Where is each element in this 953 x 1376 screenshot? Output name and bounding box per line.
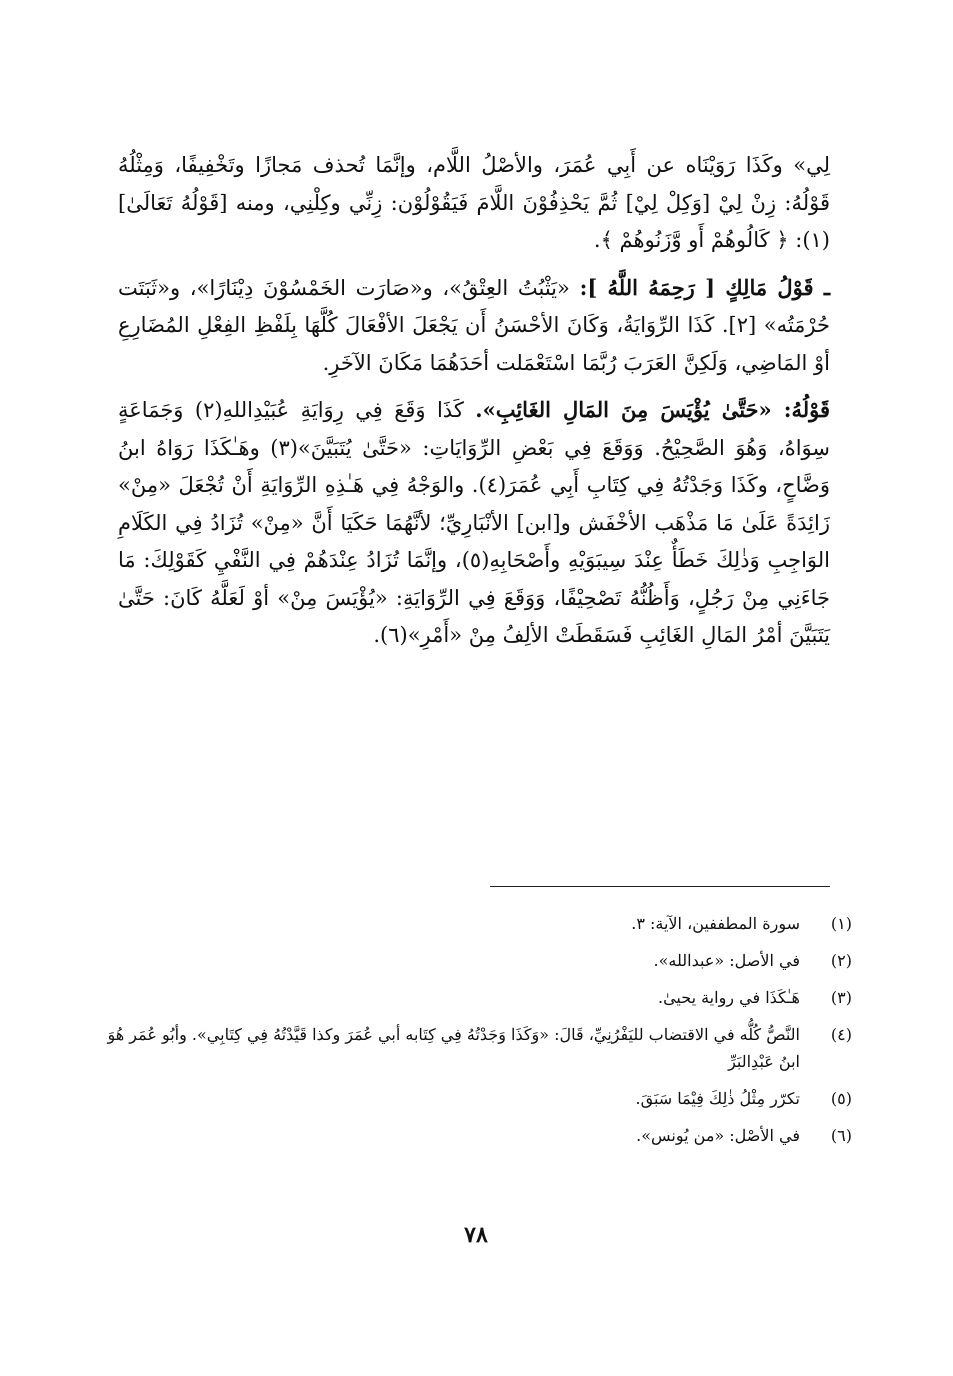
footnote-text: النَّصُّ كُلُّه في الاقتضاب لليَفْرُنِيِّ، قَالَ: «وَكَذَا وَجَدْتُهُ فِي كِتَابه أبي عُمَرَ وكذا قَيَّدْتُهُ فِي كِتَابِي». وأبُو عُمَر هُوَ ابنُ عَبْدِالبَرِّ [107,1025,800,1071]
footnote-number: (٣) [830,988,852,1007]
footnote-text: في الأصْل: «من يُونس». [636,1126,800,1145]
footnote-number: (١) [830,914,852,933]
footnote [100,1021,852,1075]
paragraph-3-text: كَذَا وَقَعَ فِي رِوَايَةِ عُبَيْدِاللهِ(٢) وَجَمَاعَةٍ سِوَاهُ، وَهُوَ الصَّحِيْحُ. وَوَقَعَ فِي بَعْضِ الرِّوَايَاتِ: «حَتَّىٰ يُتَبَيَّنَ»(٣) وهَـٰكَذَا رَوَاهُ ابنُ وَضَّاحٍ، وكَذَا وَجَدْتُهُ فِي كِتَابِ أَبِي عُمَرَ(٤). والوَجْهُ فِي هَـٰذِهِ الرِّوَايَةِ أَنْ تُجْعَلَ «مِنْ» زَائِدَةً عَلَىٰ مَا مَذْهَب الأخْفَش و[ابن] الأنْبَارِيِّ؛ لأنَّهُمَا حَكَيَا أَنَّ «مِنْ» تُزَادُ فِي الكَلَامِ الوَاجِبِ وَذٰلِكَ خَطَأٌ عِنْدَ سِيبَوَيْهِ وأَصْحَابِهِ(٥)، وإنَّمَا تُزَادُ عِنْدَهُمْ فِي النَّفْيِ كَقَوْلِكَ: مَا جَاءَنِي مِنْ رَجُلٍ، وَأَظُنُّهُ تَصْحِيْفًا، وَوَقَعَ فِي الرِّوَايَةِ: «يُؤْيَسَ مِنْ» أوْ لَعَلَّهُ كَانَ: حَتَّىٰ يَتَبَيَّنَ أمْرُ المَالِ الغَائِبِ فَسَقَطَتْ الألِفُ مِنْ «أَمْرِ»(٦). [118,398,830,647]
footnote [100,1085,852,1112]
footnote [100,910,852,937]
paragraph-2-text: «يَثْبُتُ العِتْقُ»، و«صَارَت الخَمْسُوْنَ دِيْنَارًا»، و«ثَبَتَت حُرْمَتُه» [٢]. كَذَا الرِّوَايَةُ، وَكَانَ الأحْسَنُ أَن يَجْعَلَ الأفْعَالَ كُلَّهَا بِلَفْظِ الفِعْلِ المُضَارِعِ أوْ المَاضِي، وَلَكِنَّ العَرَبَ رُبَّمَا اسْتَعْمَلت أحَدَهُمَا مَكَانَ الآخَرِ. [118,275,830,375]
paragraph-1-text: لِي» وكَذَا رَوَيْنَاه عن أَبِي عُمَرَ، والأصْلُ اللَّام، وإنَّمَا تُحذف مَجازًا وتَخْفِيفًا، وَمِثْلُهُ قَوْلُهُ: زِنْ لِيْ [وَكِلْ لِيْ] ثُمَّ يَحْذِفُوْنَ اللَّامَ فَيَقُوْلُوْن: زِنِّي وكِلْنِي، ومنه [قَوْلُهُ تَعَالَىٰ](١): ﴿ كَالُوهُمْ أَو وَّزَنُوهُمْ ﴾. [118,153,830,252]
footnote-text: هَـٰكَذَا في رواية يحيىٰ. [657,988,800,1007]
footnote-text: في الأصل: «عبدالله». [653,951,800,970]
footnote [100,1122,852,1149]
page-number: ٧٨ [464,1222,488,1248]
footnote-text: تكرّر مِثْلُ ذٰلِكَ فِيْمَا سَبَقَ. [635,1089,800,1108]
footnote [100,984,852,1011]
paragraph-3-lead: قَوْلُهُ: «حَتَّىٰ يُؤْيَسَ مِنَ المَالِ الغَائِبِ». [475,397,830,422]
paragraph-2-lead: ـ قَوْلُ مَالِكٍ [ رَحِمَهُ اللَّهُ ]: [579,274,830,300]
footnote-divider [490,886,830,887]
paragraph-2 [118,269,830,383]
footnote-number: (٤) [830,1025,852,1044]
footnote-number: (٢) [830,951,852,970]
footnotes [100,910,852,1159]
main-text [118,146,830,655]
footnote-number: (٥) [830,1089,852,1108]
footnote-text: سورة المطففين، الآية: ٣. [631,914,800,933]
footnote-number: (٦) [830,1126,852,1145]
paragraph-1 [118,146,830,260]
footnote [100,947,852,974]
paragraph-3 [118,391,830,655]
